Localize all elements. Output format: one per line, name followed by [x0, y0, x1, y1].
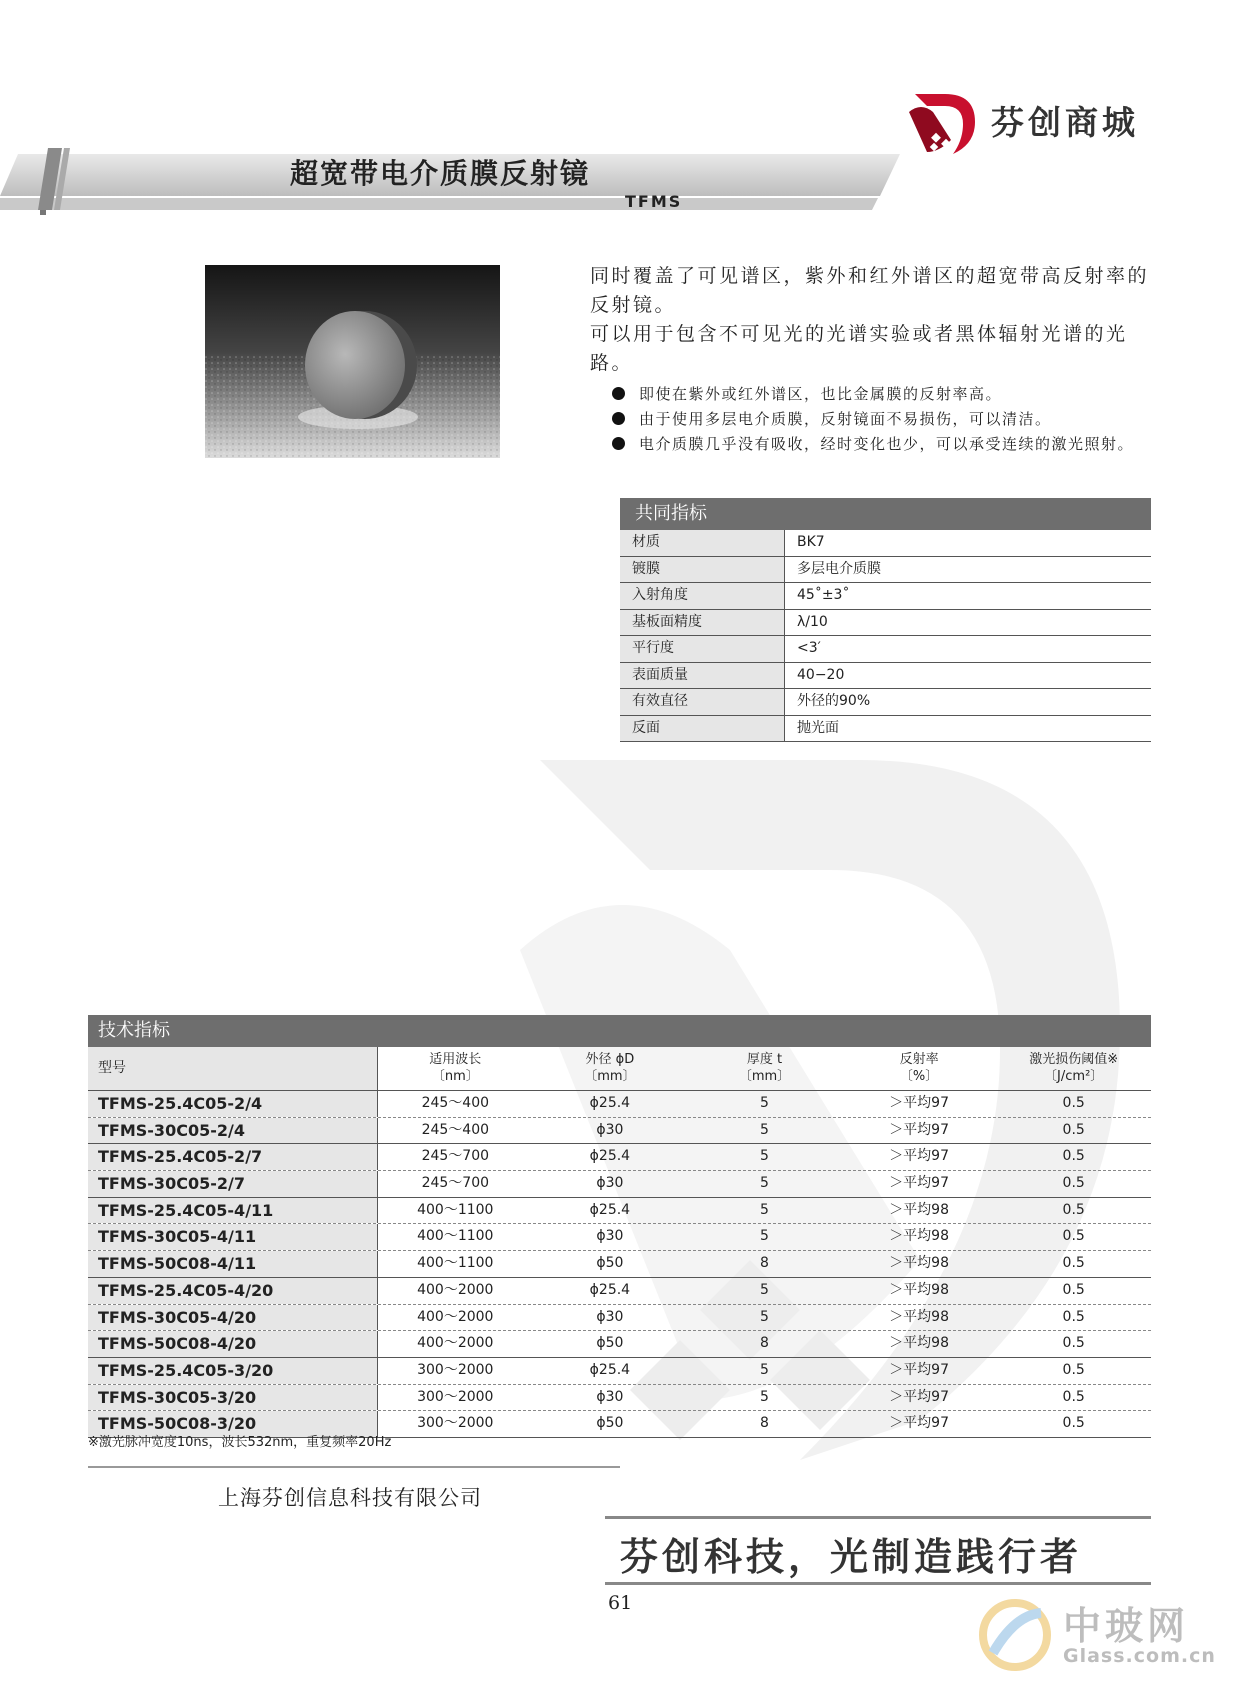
cell-damage: 0.5 — [1062, 1335, 1085, 1352]
cell-model: TFMS-25.4C05-3/20 — [88, 1358, 378, 1384]
cell-reflectance: ＞平均98 — [889, 1308, 949, 1325]
cell-diameter: ϕ30 — [596, 1388, 624, 1405]
cell-model: TFMS-25.4C05-2/4 — [88, 1091, 378, 1117]
cell-model: TFMS-30C05-4/20 — [88, 1305, 378, 1331]
site-watermark-name: 中玻网 — [1063, 1604, 1190, 1648]
spec-row: 材质 BK7 — [620, 530, 1151, 557]
cell-thickness: 8 — [760, 1255, 769, 1272]
column-header-wavelength: 适用波长 〔nm〕 — [429, 1052, 482, 1084]
cell-diameter: ϕ25.4 — [589, 1281, 631, 1298]
cell-damage: 0.5 — [1062, 1388, 1085, 1405]
cell-thickness: 5 — [760, 1361, 769, 1378]
cell-reflectance: ＞平均98 — [889, 1201, 949, 1218]
cell-damage: 0.5 — [1062, 1201, 1085, 1218]
cell-model: TFMS-50C08-3/20 — [88, 1411, 378, 1437]
table-row — [88, 1118, 1151, 1145]
table-row — [88, 1171, 1151, 1198]
cell-model: TFMS-25.4C05-4/20 — [88, 1278, 378, 1304]
brand-name: 芬创商城 — [991, 102, 1139, 142]
bullet-icon — [612, 412, 625, 425]
cell-diameter: ϕ30 — [596, 1121, 624, 1138]
spec-row: 平行度 <3′ — [620, 636, 1151, 663]
column-header-diameter: 外径 ϕD 〔mm〕 — [584, 1052, 636, 1084]
cell-diameter: ϕ50 — [596, 1255, 624, 1272]
product-photo — [205, 265, 500, 458]
cell-wavelength: 400～2000 — [417, 1308, 494, 1325]
cell-thickness: 5 — [760, 1095, 769, 1111]
footnote: ※激光脉冲宽度10ns，波长532nm，重复频率20Hz — [88, 1435, 392, 1450]
cell-wavelength: 245～400 — [421, 1121, 490, 1138]
divider — [88, 1466, 620, 1468]
bullet-icon — [612, 387, 625, 400]
description-paragraph: 同时覆盖了可见谱区，紫外和红外谱区的超宽带高反射率的反射镜。 — [590, 265, 1150, 316]
site-watermark-domain: Glass.com.cn — [1063, 1645, 1216, 1667]
product-code: TFMS — [625, 192, 683, 211]
common-specs-table — [620, 498, 1151, 742]
cell-diameter: ϕ50 — [596, 1415, 624, 1432]
cell-reflectance: ＞平均97 — [889, 1095, 949, 1111]
table-row — [88, 1251, 1151, 1278]
cell-model: TFMS-25.4C05-2/7 — [88, 1144, 378, 1170]
cell-reflectance: ＞平均98 — [889, 1228, 949, 1245]
table-row — [88, 1144, 1151, 1171]
cell-reflectance: ＞平均97 — [889, 1415, 949, 1432]
spec-row: 镀膜 多层电介质膜 — [620, 557, 1151, 584]
spec-row: 有效直径 外径的90% — [620, 689, 1151, 716]
spec-row: 表面质量 40−20 — [620, 663, 1151, 690]
spec-row: 反面 抛光面 — [620, 716, 1151, 743]
cell-damage: 0.5 — [1062, 1361, 1085, 1378]
column-header-damage-threshold: 激光损伤阈值※ 〔J/cm²〕 — [1029, 1052, 1119, 1084]
divider — [605, 1582, 1151, 1585]
cell-thickness: 5 — [760, 1228, 769, 1245]
company-name: 上海芬创信息科技有限公司 — [218, 1486, 482, 1510]
cell-diameter: ϕ30 — [596, 1308, 624, 1325]
cell-wavelength: 300～2000 — [417, 1361, 494, 1378]
feature-item: 即使在紫外或红外谱区，也比金属膜的反射率高。 — [590, 382, 1150, 407]
cell-damage: 0.5 — [1062, 1095, 1085, 1111]
table-row — [88, 1198, 1151, 1225]
cell-thickness: 5 — [760, 1308, 769, 1325]
table-row — [88, 1278, 1151, 1305]
cell-damage: 0.5 — [1062, 1255, 1085, 1272]
cell-model: TFMS-50C08-4/20 — [88, 1331, 378, 1357]
cell-model: TFMS-30C05-4/11 — [88, 1224, 378, 1250]
table-row — [88, 1305, 1151, 1332]
common-specs-title: 共同指标 — [620, 498, 1151, 530]
cell-reflectance: ＞平均97 — [889, 1148, 949, 1165]
site-watermark — [975, 1595, 1230, 1675]
cell-model: TFMS-50C08-4/11 — [88, 1251, 378, 1277]
cell-wavelength: 400～2000 — [417, 1281, 494, 1298]
table-row — [88, 1091, 1151, 1118]
cell-wavelength: 400～1100 — [417, 1201, 494, 1218]
page-title: 超宽带电介质膜反射镜 — [290, 157, 591, 190]
table-row — [88, 1385, 1151, 1412]
cell-wavelength: 400～2000 — [417, 1335, 494, 1352]
cell-damage: 0.5 — [1062, 1121, 1085, 1138]
cell-diameter: ϕ25.4 — [589, 1361, 631, 1378]
spec-row: 基板面精度 λ/10 — [620, 610, 1151, 637]
cell-model: TFMS-30C05-3/20 — [88, 1385, 378, 1411]
slogan: 芬创科技，光制造践行者 — [620, 1535, 1083, 1579]
cell-diameter: ϕ50 — [596, 1335, 624, 1352]
cell-wavelength: 245～700 — [421, 1148, 490, 1165]
table-row — [88, 1224, 1151, 1251]
cell-wavelength: 245～700 — [421, 1175, 490, 1192]
cell-wavelength: 300～2000 — [417, 1388, 494, 1405]
table-body — [88, 1091, 1151, 1438]
feature-item: 由于使用多层电介质膜，反射镜面不易损伤，可以清洁。 — [590, 407, 1150, 432]
brand-mark-icon — [905, 82, 981, 158]
cell-damage: 0.5 — [1062, 1415, 1085, 1432]
cell-damage: 0.5 — [1062, 1228, 1085, 1245]
cell-reflectance: ＞平均97 — [889, 1175, 949, 1192]
cell-reflectance: ＞平均98 — [889, 1255, 949, 1272]
cell-model: TFMS-30C05-2/7 — [88, 1171, 378, 1197]
cell-thickness: 5 — [760, 1121, 769, 1138]
description-paragraph: 可以用于包含不可见光的光谱实验或者黑体辐射光谱的光路。 — [590, 323, 1128, 374]
cell-thickness: 5 — [760, 1388, 769, 1405]
cell-diameter: ϕ30 — [596, 1175, 624, 1192]
cell-damage: 0.5 — [1062, 1175, 1085, 1192]
feature-list — [590, 382, 1150, 457]
cell-model: TFMS-30C05-2/4 — [88, 1118, 378, 1144]
cell-diameter: ϕ30 — [596, 1228, 624, 1245]
page-number: 61 — [608, 1592, 633, 1614]
cell-thickness: 8 — [760, 1415, 769, 1432]
column-header-model: 型号 — [88, 1047, 378, 1090]
cell-reflectance: ＞平均97 — [889, 1361, 949, 1378]
cell-wavelength: 400～1100 — [417, 1228, 494, 1245]
cell-reflectance: ＞平均97 — [889, 1388, 949, 1405]
cell-reflectance: ＞平均98 — [889, 1335, 949, 1352]
cell-damage: 0.5 — [1062, 1281, 1085, 1298]
spec-row: 入射角度 45˚±3˚ — [620, 583, 1151, 610]
table-row — [88, 1358, 1151, 1385]
cell-wavelength: 245～400 — [421, 1095, 490, 1111]
cell-thickness: 5 — [760, 1281, 769, 1298]
divider — [605, 1516, 1151, 1519]
tech-specs-table — [88, 1015, 1151, 1438]
cell-diameter: ϕ25.4 — [589, 1148, 631, 1165]
cell-reflectance: ＞平均98 — [889, 1281, 949, 1298]
tech-specs-title: 技术指标 — [88, 1015, 1151, 1047]
bullet-icon — [612, 437, 625, 450]
table-header-row — [88, 1047, 1151, 1091]
brand-logo — [905, 80, 1205, 160]
cell-damage: 0.5 — [1062, 1308, 1085, 1325]
cell-diameter: ϕ25.4 — [589, 1201, 631, 1218]
cell-damage: 0.5 — [1062, 1148, 1085, 1165]
column-header-reflectance: 反射率 〔%〕 — [899, 1052, 939, 1084]
glass-site-logo-icon — [975, 1595, 1055, 1673]
cell-thickness: 5 — [760, 1201, 769, 1218]
cell-reflectance: ＞平均97 — [889, 1121, 949, 1138]
cell-diameter: ϕ25.4 — [589, 1095, 631, 1111]
cell-model: TFMS-25.4C05-4/11 — [88, 1198, 378, 1224]
feature-item: 电介质膜几乎没有吸收，经时变化也少，可以承受连续的激光照射。 — [590, 432, 1150, 457]
column-header-thickness: 厚度 t 〔mm〕 — [738, 1052, 791, 1084]
table-row — [88, 1331, 1151, 1358]
cell-thickness: 5 — [760, 1175, 769, 1192]
product-description — [590, 262, 1150, 457]
cell-thickness: 5 — [760, 1148, 769, 1165]
cell-thickness: 8 — [760, 1335, 769, 1352]
cell-wavelength: 400～1100 — [417, 1255, 494, 1272]
cell-wavelength: 300～2000 — [417, 1415, 494, 1432]
